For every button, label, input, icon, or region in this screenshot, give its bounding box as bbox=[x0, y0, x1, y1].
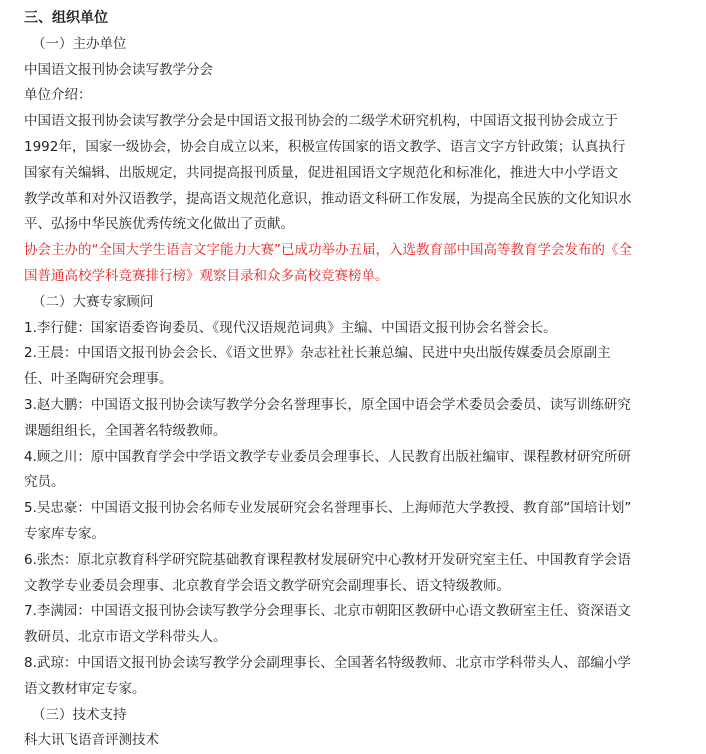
organizer-name: 中国语文报刊协会读写教学分会 bbox=[24, 61, 213, 78]
tech-support-heading: （三）技术支持 bbox=[32, 706, 127, 723]
highlight-line: 协会主办的“全国大学生语言文字能力大赛”已成功举办五届，入选教育部中国高等教育学会发布的《全 bbox=[24, 242, 632, 259]
organizer-heading: （一）主办单位 bbox=[32, 35, 127, 52]
section-title: 三、组织单位 bbox=[24, 10, 108, 26]
intro-line: 1992年，国家一级协会，协会自成立以来，积极宣传国家的语文教学、语言文字方针政策；认真执行 bbox=[24, 138, 626, 155]
advisor-line: 8.武琼：中国语文报刊协会读写教学分会副理事长、全国著名特级教师、北京市学科带头人、部编小学 bbox=[24, 654, 631, 671]
organizer-intro-label: 单位介绍： bbox=[24, 87, 92, 104]
intro-line: 平、弘扬中华民族优秀传统文化做出了贡献。 bbox=[24, 216, 294, 233]
advisor-line: 5.吴忠豪：中国语文报刊协会名师专业发展研究会名誉理事长、上海师范大学教授、教育部“国培计划” bbox=[24, 500, 632, 517]
advisor-line: 课题组组长，全国著名特级教师。 bbox=[24, 422, 227, 439]
advisor-line: 2.王晨：中国语文报刊协会会长、《语文世界》杂志社社长兼总编、民进中央出版传媒委员会原副主 bbox=[24, 345, 611, 362]
intro-line: 中国语文报刊协会读写教学分会是中国语文报刊协会的二级学术研究机构，中国语文报刊协会成立于 bbox=[24, 113, 618, 130]
advisor-line: 文教学专业委员会理事、北京教育学会语文教学研究会副理事长、语文特级教师。 bbox=[24, 577, 510, 594]
advisor-line: 7.李满园：中国语文报刊协会读写教学分会理事长、北京市朝阳区教研中心语文教研室主任、资深语文 bbox=[24, 603, 631, 620]
advisor-line: 3.赵大鹏：中国语文报刊协会读写教学分会名誉理事长，原全国中语会学术委员会委员、读写训练研究 bbox=[24, 396, 631, 413]
highlight-line: 国普通高校学科竞赛排行榜》观察目录和众多高校竞赛榜单。 bbox=[24, 267, 389, 284]
tech-support-name: 科大讯飞语音评测技术 bbox=[24, 732, 159, 749]
advisor-line: 6.张杰：原北京教育科学研究院基础教育课程教材发展研究中心教材开发研究室主任、中国教育学会语 bbox=[24, 551, 631, 568]
intro-line: 国家有关编辑、出版规定，共同提高报刊质量，促进祖国语文字规范化和标准化，推进大中小学语文 bbox=[24, 164, 618, 181]
advisor-line: 1.李行健：国家语委咨询委员、《现代汉语规范词典》主编、中国语文报刊协会名誉会长。 bbox=[24, 319, 557, 336]
advisor-line: 专家库专家。 bbox=[24, 525, 105, 542]
advisor-line: 语文教材审定专家。 bbox=[24, 680, 146, 697]
advisor-line: 任、叶圣陶研究会理事。 bbox=[24, 371, 173, 388]
advisor-line: 教研员、北京市语文学科带头人。 bbox=[24, 629, 227, 646]
advisor-line: 究员。 bbox=[24, 474, 65, 491]
advisor-line: 4.顾之川：原中国教育学会中学语文教学专业委员会理事长、人民教育出版社编审、课程教材研究所研 bbox=[24, 448, 631, 465]
advisors-heading: （二）大赛专家顾问 bbox=[32, 293, 154, 310]
intro-line: 教学改革和对外汉语教学，提高语文规范化意识，推动语文科研工作发展，为提高全民族的文化知识水 bbox=[24, 190, 632, 207]
